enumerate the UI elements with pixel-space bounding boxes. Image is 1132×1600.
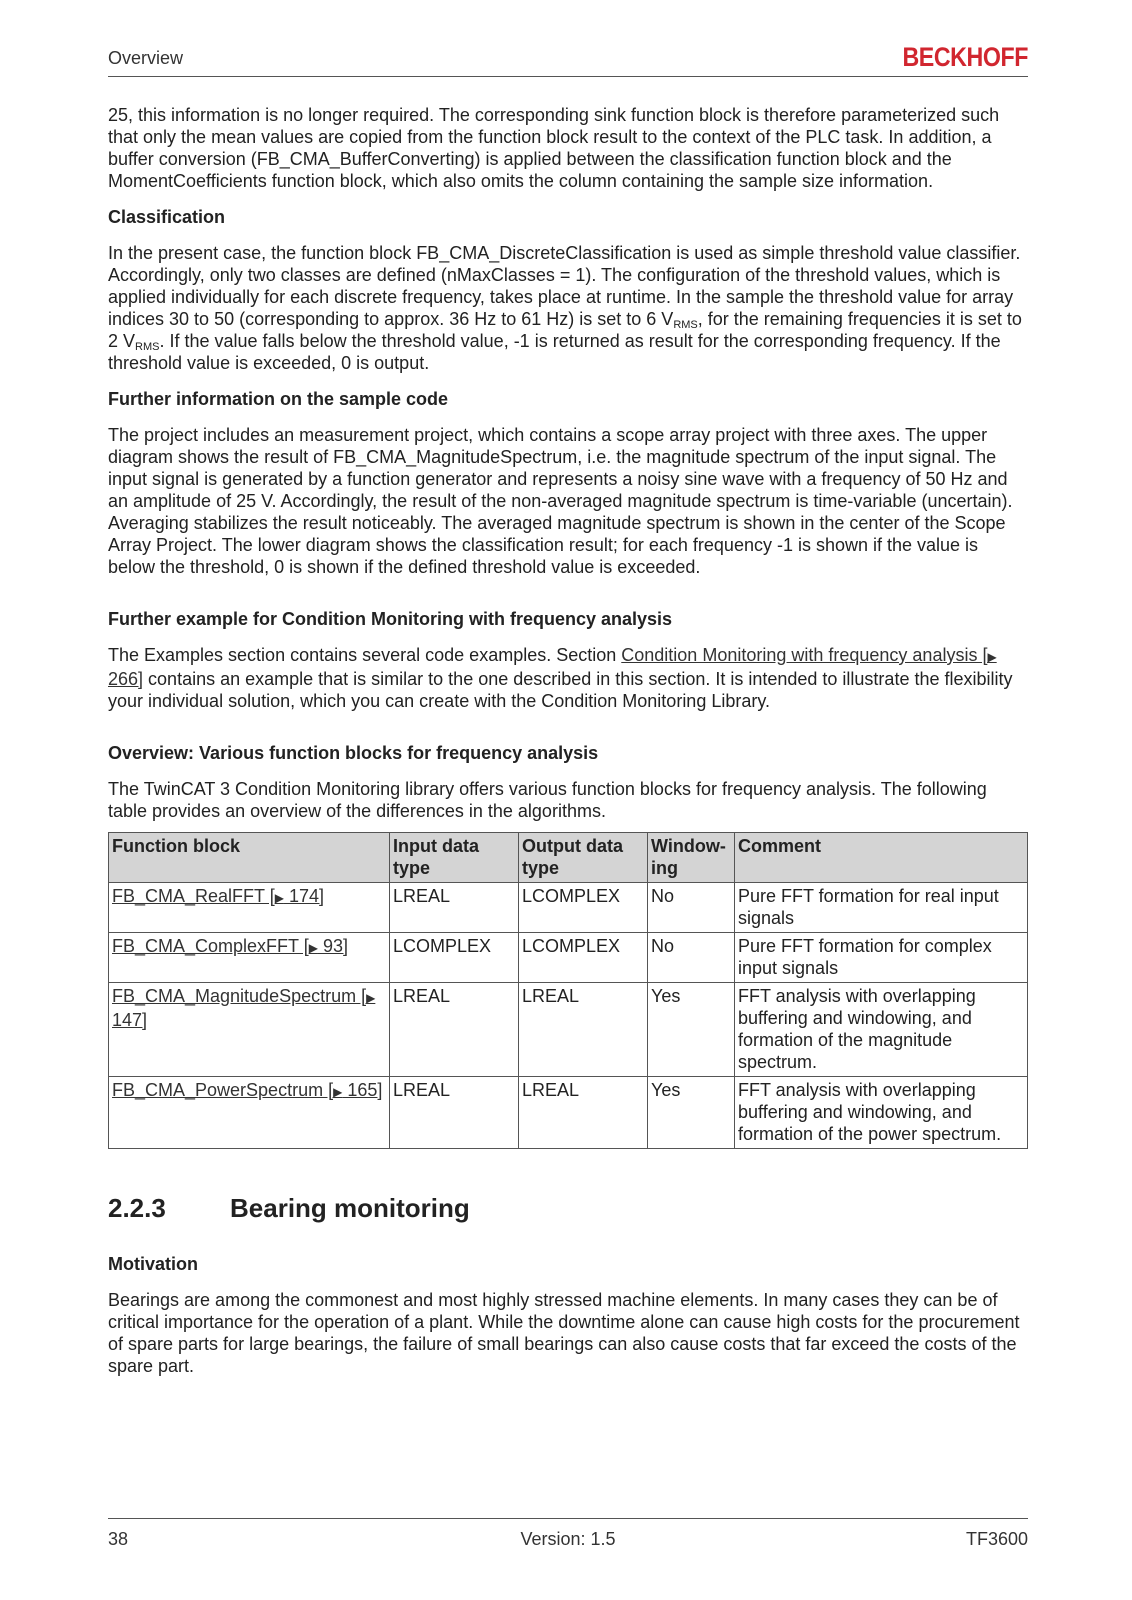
function-block-page: 165] (342, 1080, 383, 1100)
comment-cell: Pure FFT formation for real input signals (735, 883, 1028, 933)
function-block-cell (109, 883, 390, 933)
product-code: TF3600 (965, 1529, 1028, 1549)
link-page: 266] (108, 669, 144, 689)
classification-text-1: In the present case, the function block FB_CMA_DiscreteClassification is used as simple threshold value classifier. Accordingly, only two classes are defined (nMaxClasses = 1). The configuration of the threshold values, which is applied individually for each discrete frequency, takes place at runtime. In the sample the threshold value for array indices 30 to 50 (corresponding to approx. 36 Hz to 61 Hz) is set to 6 V (108, 243, 1021, 329)
table-row (109, 983, 1028, 1077)
page-arrow-icon: ▶ (308, 941, 318, 955)
function-block-link[interactable] (112, 886, 324, 906)
windowing-cell: Yes (648, 1077, 735, 1149)
input-type-cell: LREAL (390, 983, 519, 1077)
further-example-paragraph (108, 644, 1028, 712)
column-header: Comment (735, 833, 1028, 883)
function-block-cell (109, 983, 390, 1077)
function-block-name: FB_CMA_PowerSpectrum [ (112, 1080, 334, 1100)
rms-subscript: RMS (673, 319, 698, 331)
further-example-text-after: contains an example that is similar to the one described in this section. It is intended to illustrate the flexibility your individual solution, which you can create with the Condition Monitoring Library. (108, 669, 1013, 711)
function-block-name: FB_CMA_ComplexFFT [ (112, 936, 309, 956)
function-block-table (108, 832, 1028, 1149)
comment-cell: Pure FFT formation for complex input signals (735, 933, 1028, 983)
page-arrow-icon: ▶ (333, 1085, 343, 1099)
page-footer (108, 1518, 1028, 1559)
function-block-link[interactable] (112, 986, 375, 1030)
windowing-cell: No (648, 933, 735, 983)
function-block-link[interactable] (112, 1080, 382, 1100)
further-info-paragraph: The project includes an measurement project, which contains a scope array project with three axes. The upper diagram shows the result of FB_CMA_MagnitudeSpectrum, i.e. the magnitude spectrum of the input signal. The input signal is generated by a function generator and represents a noisy sine wave with a frequency of 50 Hz and an amplitude of 25 V. Accordingly, the result of the non-averaged magnitude spectrum is time-variable (uncertain). Averaging stabilizes the result noticeably. The averaged magnitude spectrum is shown in the center of the Scope Array Project. The lower diagram shows the classification result; for each frequency -1 is shown if the value is below the threshold, 0 is shown if the defined threshold value is exceeded. (108, 425, 1013, 577)
table-row (109, 883, 1028, 933)
further-info-heading: Further information on the sample code (108, 389, 449, 409)
page-arrow-icon: ▶ (366, 991, 376, 1005)
function-block-cell (109, 933, 390, 983)
input-type-cell: LREAL (390, 883, 519, 933)
section-number: 2.2.3 (108, 1193, 166, 1223)
input-type-cell: LCOMPLEX (390, 933, 519, 983)
section-heading (108, 1193, 1028, 1223)
intro-paragraph: 25, this information is no longer required. The corresponding sink function block is therefore parameterized such that only the mean values are copied from the function block result to the context of the PLC task. In addition, a buffer conversion (FB_CMA_BufferConverting) is applied between the classification function block and the MomentCoefficients function block, which also omits the column containing the sample size information. (108, 105, 1000, 191)
output-type-cell: LCOMPLEX (519, 933, 648, 983)
link-label: Condition Monitoring with frequency analysis [ (621, 645, 988, 665)
function-block-page: 147] (112, 1010, 148, 1030)
function-block-cell (109, 1077, 390, 1149)
further-example-heading: Further example for Condition Monitoring with frequency analysis (108, 609, 673, 629)
output-type-cell: LREAL (519, 1077, 648, 1149)
motivation-heading: Motivation (108, 1254, 198, 1274)
comment-cell: FFT analysis with overlapping buffering and windowing, and formation of the power spectrum. (735, 1077, 1028, 1149)
page-arrow-icon: ▶ (274, 891, 284, 905)
function-block-name: FB_CMA_MagnitudeSpectrum [ (112, 986, 367, 1006)
column-header: Output data type (519, 833, 648, 883)
section-title: Bearing monitoring (230, 1193, 470, 1223)
page-arrow-icon: ▶ (987, 650, 997, 664)
table-row (109, 1077, 1028, 1149)
table-row (109, 933, 1028, 983)
function-block-page: 174] (283, 886, 324, 906)
column-header: Input data type (390, 833, 519, 883)
version-label: Version: 1.5 (520, 1529, 616, 1549)
windowing-cell: Yes (648, 983, 735, 1077)
function-block-name: FB_CMA_RealFFT [ (112, 886, 275, 906)
classification-paragraph (108, 242, 1028, 374)
further-example-text-before: The Examples section contains several code examples. Section (108, 645, 622, 665)
table-header-row (109, 833, 1028, 883)
input-type-cell: LREAL (390, 1077, 519, 1149)
rms-subscript: RMS (135, 341, 160, 353)
windowing-cell: No (648, 883, 735, 933)
motivation-paragraph: Bearings are among the commonest and most highly stressed machine elements. In many cases they can be of critical importance for the operation of a plant. While the downtime alone can cause high costs for the procurement of spare parts for large bearings, the failure of small bearings can also cause costs that far exceed the costs of the spare part. (108, 1290, 1020, 1376)
function-block-link[interactable] (112, 936, 348, 956)
column-header: Window-ing (648, 833, 735, 883)
beckhoff-logo: BECKHOFF (902, 42, 1028, 72)
column-header: Function block (109, 833, 390, 883)
function-block-page: 93] (317, 936, 348, 956)
output-type-cell: LREAL (519, 983, 648, 1077)
classification-heading: Classification (108, 207, 226, 227)
page-header (108, 42, 1028, 77)
overview-heading: Overview: Various function blocks for frequency analysis (108, 743, 599, 763)
comment-cell: FFT analysis with overlapping buffering and windowing, and formation of the magnitude spectrum. (735, 983, 1028, 1077)
page-number: 38 (108, 1529, 129, 1549)
header-section-title: Overview (108, 48, 184, 68)
classification-text-2: , for the remaining frequencies it is set to 2 V (108, 309, 1022, 351)
output-type-cell: LCOMPLEX (519, 883, 648, 933)
classification-text-3: . If the value falls below the threshold value, -1 is returned as result for the corresponding frequency. If the threshold value is exceeded, 0 is output. (108, 331, 1001, 373)
overview-paragraph: The TwinCAT 3 Condition Monitoring library offers various function blocks for frequency analysis. The following table provides an overview of the differences in the algorithms. (108, 779, 987, 821)
page-content (108, 104, 1028, 1391)
